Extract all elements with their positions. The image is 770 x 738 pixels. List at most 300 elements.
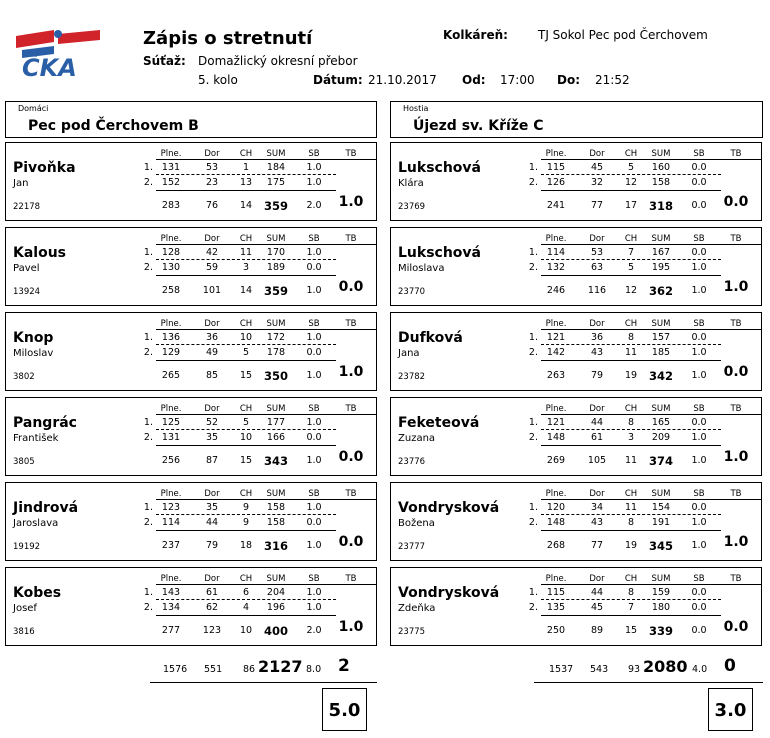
total-ch: 18 bbox=[239, 540, 253, 551]
total-line bbox=[156, 615, 336, 616]
total-sum: 374 bbox=[648, 454, 673, 468]
from-value: 17:00 bbox=[500, 73, 535, 87]
home-player-card bbox=[5, 482, 377, 561]
total-line bbox=[156, 530, 336, 531]
col-header-dor: Dor bbox=[589, 149, 605, 159]
header-line bbox=[541, 244, 762, 245]
home-team-name: Pec pod Čerchovem B bbox=[28, 118, 199, 134]
player-id: 3816 bbox=[13, 627, 35, 637]
player-firstname: František bbox=[13, 433, 59, 444]
player-id: 22178 bbox=[13, 202, 41, 212]
game-sb: 1.0 bbox=[306, 247, 322, 258]
game-separator bbox=[156, 174, 336, 175]
col-header-plne: Plne. bbox=[545, 404, 567, 414]
cka-logo bbox=[14, 26, 100, 80]
game-separator bbox=[541, 174, 721, 175]
col-header-sb: SB bbox=[308, 489, 320, 499]
date-value: 21.10.2017 bbox=[368, 73, 437, 87]
player-surname: Feketeová bbox=[398, 415, 480, 431]
game-ch: 5 bbox=[242, 417, 250, 428]
game-ch: 5 bbox=[627, 262, 635, 273]
game-sum: 185 bbox=[651, 347, 671, 358]
game-ch: 10 bbox=[239, 332, 253, 343]
game-sum: 195 bbox=[651, 262, 671, 273]
game-separator bbox=[156, 599, 336, 600]
player-surname: Knop bbox=[13, 330, 54, 346]
total-ch: 15 bbox=[239, 455, 253, 466]
col-header-sb: SB bbox=[693, 234, 705, 244]
player-surname: Kobes bbox=[13, 585, 62, 601]
col-header-sum: SUM bbox=[651, 489, 671, 499]
game-number: 1. bbox=[143, 332, 153, 343]
game-sb: 0.0 bbox=[306, 347, 322, 358]
game-dor: 53 bbox=[590, 247, 604, 258]
header-line bbox=[541, 329, 762, 330]
game-sum: 154 bbox=[651, 502, 671, 513]
game-sb: 1.0 bbox=[306, 587, 322, 598]
game-plne: 129 bbox=[161, 347, 181, 358]
player-tb: 1.0 bbox=[723, 449, 749, 465]
total-line bbox=[156, 275, 336, 276]
game-ch: 6 bbox=[242, 587, 250, 598]
col-header-dor: Dor bbox=[589, 234, 605, 244]
game-sb: 0.0 bbox=[691, 587, 707, 598]
header-line bbox=[541, 584, 762, 585]
col-header-ch: CH bbox=[624, 574, 638, 584]
col-header-plne: Plne. bbox=[160, 404, 182, 414]
col-header-sum: SUM bbox=[266, 149, 286, 159]
col-header-plne: Plne. bbox=[160, 574, 182, 584]
home-total-sum: 2127 bbox=[258, 657, 303, 676]
game-dor: 62 bbox=[205, 602, 219, 613]
total-sum: 339 bbox=[648, 624, 673, 638]
venue-label: Kolkáreň: bbox=[443, 28, 508, 42]
header-line bbox=[541, 159, 762, 160]
game-sb: 1.0 bbox=[306, 417, 322, 428]
col-header-sum: SUM bbox=[651, 234, 671, 244]
total-line bbox=[541, 360, 721, 361]
total-sum: 359 bbox=[263, 199, 288, 213]
game-number: 1. bbox=[528, 502, 538, 513]
game-dor: 44 bbox=[205, 517, 219, 528]
col-header-dor: Dor bbox=[204, 574, 220, 584]
col-header-plne: Plne. bbox=[545, 574, 567, 584]
game-separator bbox=[541, 429, 721, 430]
total-ch: 15 bbox=[239, 370, 253, 381]
player-surname: Jindrová bbox=[13, 500, 79, 516]
col-header-dor: Dor bbox=[589, 404, 605, 414]
header-line bbox=[156, 244, 377, 245]
col-header-tb: TB bbox=[345, 404, 357, 414]
total-dor: 89 bbox=[590, 625, 604, 636]
player-tb: 1.0 bbox=[723, 279, 749, 295]
total-line bbox=[156, 445, 336, 446]
player-surname: Lukschová bbox=[398, 160, 481, 176]
game-sb: 1.0 bbox=[306, 602, 322, 613]
player-firstname: Zdeňka bbox=[398, 603, 436, 614]
total-line bbox=[541, 530, 721, 531]
total-sb: 1.0 bbox=[306, 540, 322, 551]
page-title: Zápis o stretnutí bbox=[143, 28, 313, 49]
player-id: 23770 bbox=[398, 287, 426, 297]
game-sum: 158 bbox=[266, 502, 286, 513]
total-ch: 19 bbox=[624, 370, 638, 381]
col-header-sum: SUM bbox=[651, 319, 671, 329]
game-plne: 136 bbox=[161, 332, 181, 343]
col-header-plne: Plne. bbox=[160, 489, 182, 499]
game-plne: 148 bbox=[546, 432, 566, 443]
away-result-box: 3.0 bbox=[708, 688, 753, 731]
player-surname: Vondrysková bbox=[398, 500, 500, 516]
col-header-sb: SB bbox=[693, 489, 705, 499]
total-plne: 256 bbox=[161, 455, 181, 466]
total-sum: 318 bbox=[648, 199, 673, 213]
game-plne: 120 bbox=[546, 502, 566, 513]
total-ch: 15 bbox=[624, 625, 638, 636]
col-header-sum: SUM bbox=[266, 574, 286, 584]
game-ch: 11 bbox=[239, 247, 253, 258]
total-ch: 11 bbox=[624, 455, 638, 466]
total-plne: 241 bbox=[546, 200, 566, 211]
col-header-tb: TB bbox=[345, 489, 357, 499]
player-surname: Dufková bbox=[398, 330, 463, 346]
total-sb: 1.0 bbox=[306, 285, 322, 296]
game-sum: 170 bbox=[266, 247, 286, 258]
game-plne: 131 bbox=[161, 432, 181, 443]
home-player-card bbox=[5, 312, 377, 391]
away-totals-line bbox=[534, 682, 763, 683]
col-header-dor: Dor bbox=[204, 234, 220, 244]
round: 5. kolo bbox=[198, 73, 238, 87]
to-value: 21:52 bbox=[595, 73, 630, 87]
total-dor: 105 bbox=[587, 455, 607, 466]
game-dor: 43 bbox=[590, 347, 604, 358]
away-player-card bbox=[390, 482, 762, 561]
col-header-sum: SUM bbox=[651, 404, 671, 414]
header-line bbox=[156, 584, 377, 585]
game-number: 1. bbox=[528, 332, 538, 343]
game-sum: 158 bbox=[651, 177, 671, 188]
home-total-dor: 551 bbox=[204, 664, 223, 675]
total-ch: 14 bbox=[239, 285, 253, 296]
game-ch: 7 bbox=[627, 602, 635, 613]
home-player-card bbox=[5, 142, 377, 221]
game-plne: 121 bbox=[546, 332, 566, 343]
game-ch: 1 bbox=[242, 162, 250, 173]
game-dor: 53 bbox=[205, 162, 219, 173]
header-line bbox=[541, 499, 762, 500]
game-dor: 32 bbox=[590, 177, 604, 188]
header-line bbox=[156, 499, 377, 500]
player-tb: 0.0 bbox=[338, 449, 364, 465]
game-separator bbox=[156, 259, 336, 260]
total-line bbox=[541, 275, 721, 276]
game-ch: 4 bbox=[242, 602, 250, 613]
player-surname: Pangrác bbox=[13, 415, 77, 431]
game-sb: 0.0 bbox=[691, 417, 707, 428]
game-sb: 0.0 bbox=[306, 517, 322, 528]
player-id: 23782 bbox=[398, 372, 426, 382]
home-result-box: 5.0 bbox=[322, 688, 367, 731]
col-header-ch: CH bbox=[239, 574, 253, 584]
game-separator bbox=[156, 514, 336, 515]
game-sum: 177 bbox=[266, 417, 286, 428]
game-ch: 3 bbox=[242, 262, 250, 273]
total-line bbox=[541, 445, 721, 446]
col-header-sb: SB bbox=[693, 574, 705, 584]
competition-name: Domažlický okresní přebor bbox=[198, 54, 358, 68]
game-dor: 59 bbox=[205, 262, 219, 273]
total-dor: 76 bbox=[205, 200, 219, 211]
to-label: Do: bbox=[557, 73, 581, 87]
col-header-sb: SB bbox=[693, 404, 705, 414]
game-number: 2. bbox=[143, 602, 153, 613]
player-surname: Lukschová bbox=[398, 245, 481, 261]
game-ch: 3 bbox=[627, 432, 635, 443]
game-dor: 43 bbox=[590, 517, 604, 528]
col-header-dor: Dor bbox=[204, 319, 220, 329]
game-sum: 196 bbox=[266, 602, 286, 613]
game-sb: 0.0 bbox=[691, 177, 707, 188]
game-dor: 52 bbox=[205, 417, 219, 428]
total-ch: 14 bbox=[239, 200, 253, 211]
player-firstname: Jan bbox=[13, 178, 29, 189]
game-dor: 45 bbox=[590, 602, 604, 613]
away-team-name: Újezd sv. Kříže C bbox=[413, 118, 544, 134]
total-plne: 237 bbox=[161, 540, 181, 551]
game-sum: 191 bbox=[651, 517, 671, 528]
col-header-tb: TB bbox=[730, 319, 742, 329]
total-dor: 79 bbox=[205, 540, 219, 551]
game-dor: 35 bbox=[205, 502, 219, 513]
game-number: 1. bbox=[143, 587, 153, 598]
game-sb: 0.0 bbox=[306, 262, 322, 273]
total-sb: 0.0 bbox=[691, 200, 707, 211]
away-total-tb: 0 bbox=[724, 656, 736, 676]
game-sb: 0.0 bbox=[691, 162, 707, 173]
game-dor: 34 bbox=[590, 502, 604, 513]
game-ch: 5 bbox=[627, 162, 635, 173]
total-plne: 268 bbox=[546, 540, 566, 551]
game-ch: 8 bbox=[627, 517, 635, 528]
header-line bbox=[156, 159, 377, 160]
game-plne: 115 bbox=[546, 587, 566, 598]
away-label: Hostia bbox=[403, 104, 429, 113]
col-header-tb: TB bbox=[730, 149, 742, 159]
game-sb: 1.0 bbox=[306, 332, 322, 343]
game-sb: 1.0 bbox=[691, 432, 707, 443]
game-ch: 12 bbox=[624, 177, 638, 188]
game-plne: 135 bbox=[546, 602, 566, 613]
col-header-plne: Plne. bbox=[160, 149, 182, 159]
player-tb: 1.0 bbox=[338, 619, 364, 635]
game-separator bbox=[541, 259, 721, 260]
home-player-card bbox=[5, 567, 377, 646]
game-plne: 143 bbox=[161, 587, 181, 598]
game-sum: 175 bbox=[266, 177, 286, 188]
game-plne: 134 bbox=[161, 602, 181, 613]
total-plne: 269 bbox=[546, 455, 566, 466]
away-total-plne: 1537 bbox=[549, 664, 574, 675]
player-id: 3802 bbox=[13, 372, 35, 382]
total-line bbox=[156, 190, 336, 191]
game-sb: 1.0 bbox=[306, 177, 322, 188]
col-header-sb: SB bbox=[693, 319, 705, 329]
total-sum: 359 bbox=[263, 284, 288, 298]
total-ch: 10 bbox=[239, 625, 253, 636]
total-sb: 2.0 bbox=[306, 625, 322, 636]
game-sb: 1.0 bbox=[691, 262, 707, 273]
total-dor: 79 bbox=[590, 370, 604, 381]
game-plne: 115 bbox=[546, 162, 566, 173]
game-sum: 166 bbox=[266, 432, 286, 443]
total-sb: 1.0 bbox=[691, 455, 707, 466]
col-header-dor: Dor bbox=[204, 489, 220, 499]
col-header-ch: CH bbox=[239, 149, 253, 159]
game-dor: 45 bbox=[590, 162, 604, 173]
total-ch: 12 bbox=[624, 285, 638, 296]
col-header-ch: CH bbox=[239, 489, 253, 499]
game-sb: 1.0 bbox=[306, 502, 322, 513]
game-number: 1. bbox=[143, 417, 153, 428]
header-line bbox=[156, 329, 377, 330]
col-header-ch: CH bbox=[239, 234, 253, 244]
player-id: 19192 bbox=[13, 542, 41, 552]
player-id: 23776 bbox=[398, 457, 426, 467]
col-header-ch: CH bbox=[239, 404, 253, 414]
game-plne: 152 bbox=[161, 177, 181, 188]
player-tb: 1.0 bbox=[338, 364, 364, 380]
game-plne: 132 bbox=[546, 262, 566, 273]
total-plne: 258 bbox=[161, 285, 181, 296]
game-sum: 159 bbox=[651, 587, 671, 598]
total-sum: 342 bbox=[648, 369, 673, 383]
game-ch: 9 bbox=[242, 502, 250, 513]
game-plne: 128 bbox=[161, 247, 181, 258]
game-separator bbox=[541, 599, 721, 600]
game-plne: 114 bbox=[546, 247, 566, 258]
col-header-sum: SUM bbox=[651, 149, 671, 159]
game-number: 2. bbox=[143, 177, 153, 188]
total-ch: 17 bbox=[624, 200, 638, 211]
game-sum: 157 bbox=[651, 332, 671, 343]
col-header-ch: CH bbox=[624, 149, 638, 159]
game-number: 2. bbox=[528, 602, 538, 613]
col-header-sum: SUM bbox=[266, 234, 286, 244]
col-header-dor: Dor bbox=[589, 489, 605, 499]
home-player-card bbox=[5, 227, 377, 306]
home-total-tb: 2 bbox=[338, 656, 350, 676]
game-sum: 204 bbox=[266, 587, 286, 598]
game-sum: 184 bbox=[266, 162, 286, 173]
col-header-sb: SB bbox=[308, 234, 320, 244]
player-firstname: Klára bbox=[398, 178, 424, 189]
player-firstname: Zuzana bbox=[398, 433, 436, 444]
total-dor: 123 bbox=[202, 625, 222, 636]
game-number: 1. bbox=[143, 162, 153, 173]
total-dor: 77 bbox=[590, 540, 604, 551]
game-separator bbox=[541, 344, 721, 345]
col-header-plne: Plne. bbox=[545, 149, 567, 159]
away-total-sb: 4.0 bbox=[692, 664, 708, 675]
player-surname: Pivoňka bbox=[13, 160, 76, 176]
game-dor: 61 bbox=[590, 432, 604, 443]
total-dor: 77 bbox=[590, 200, 604, 211]
away-player-card bbox=[390, 567, 762, 646]
player-id: 23777 bbox=[398, 542, 426, 552]
game-sb: 0.0 bbox=[691, 332, 707, 343]
game-sum: 178 bbox=[266, 347, 286, 358]
home-total-sb: 8.0 bbox=[306, 664, 322, 675]
game-plne: 148 bbox=[546, 517, 566, 528]
player-firstname: Josef bbox=[13, 603, 37, 614]
game-sb: 0.0 bbox=[306, 432, 322, 443]
game-ch: 8 bbox=[627, 587, 635, 598]
game-plne: 131 bbox=[161, 162, 181, 173]
col-header-sb: SB bbox=[308, 149, 320, 159]
col-header-sb: SB bbox=[308, 319, 320, 329]
game-sb: 0.0 bbox=[691, 502, 707, 513]
total-sb: 2.0 bbox=[306, 200, 322, 211]
away-player-card bbox=[390, 312, 762, 391]
game-separator bbox=[541, 514, 721, 515]
away-total-ch: 93 bbox=[628, 664, 641, 675]
col-header-sum: SUM bbox=[266, 489, 286, 499]
game-sb: 0.0 bbox=[691, 247, 707, 258]
col-header-plne: Plne. bbox=[160, 234, 182, 244]
game-plne: 121 bbox=[546, 417, 566, 428]
player-id: 23769 bbox=[398, 202, 426, 212]
game-sum: 209 bbox=[651, 432, 671, 443]
away-team-box bbox=[390, 101, 763, 138]
col-header-ch: CH bbox=[239, 319, 253, 329]
col-header-tb: TB bbox=[730, 574, 742, 584]
away-player-card bbox=[390, 227, 762, 306]
col-header-tb: TB bbox=[345, 319, 357, 329]
home-label: Domáci bbox=[18, 104, 49, 113]
game-ch: 9 bbox=[242, 517, 250, 528]
total-plne: 263 bbox=[546, 370, 566, 381]
col-header-sum: SUM bbox=[266, 404, 286, 414]
total-dor: 85 bbox=[205, 370, 219, 381]
total-plne: 250 bbox=[546, 625, 566, 636]
home-team-box bbox=[5, 101, 377, 138]
game-number: 2. bbox=[528, 432, 538, 443]
player-id: 3805 bbox=[13, 457, 35, 467]
total-line bbox=[541, 190, 721, 191]
col-header-tb: TB bbox=[345, 234, 357, 244]
game-ch: 13 bbox=[239, 177, 253, 188]
col-header-sb: SB bbox=[308, 574, 320, 584]
game-ch: 8 bbox=[627, 417, 635, 428]
total-line bbox=[156, 360, 336, 361]
game-dor: 44 bbox=[590, 417, 604, 428]
home-totals-line bbox=[150, 682, 377, 683]
game-sum: 158 bbox=[266, 517, 286, 528]
game-ch: 10 bbox=[239, 432, 253, 443]
col-header-tb: TB bbox=[730, 234, 742, 244]
game-dor: 35 bbox=[205, 432, 219, 443]
player-tb: 0.0 bbox=[338, 534, 364, 550]
game-number: 2. bbox=[143, 432, 153, 443]
game-number: 2. bbox=[143, 517, 153, 528]
col-header-ch: CH bbox=[624, 234, 638, 244]
game-sum: 180 bbox=[651, 602, 671, 613]
total-plne: 277 bbox=[161, 625, 181, 636]
col-header-tb: TB bbox=[730, 489, 742, 499]
total-plne: 283 bbox=[161, 200, 181, 211]
col-header-tb: TB bbox=[345, 149, 357, 159]
